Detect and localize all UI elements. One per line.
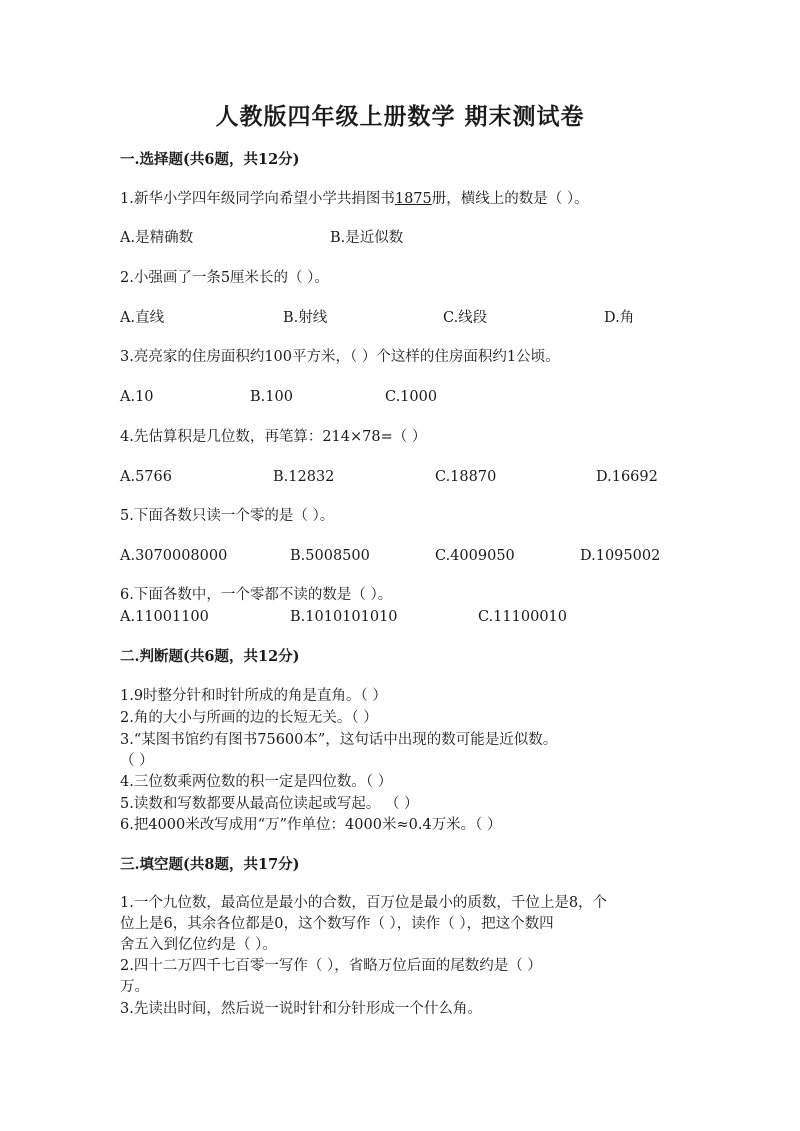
judgement-line-4: 4.三位数乘两位数的积一定是四位数。（ ） [120, 774, 393, 790]
question-5-option-a: A.3070008000 [120, 548, 228, 564]
question-2-option-c: C.线段 [443, 310, 488, 326]
judgement-line-6: 6.把4000米改写成用“万”作单位：4000米≈0.4万米。（ ） [120, 817, 502, 833]
question-1-option-b: B.是近似数 [330, 230, 404, 246]
judgement-line-2: 2.角的大小与所画的边的长短无关。（ ） [120, 710, 378, 726]
question-1-option-a: A.是精确数 [120, 230, 194, 246]
fill-in-line-1: 1.一个九位数，最高位是最小的合数，百万位是最小的质数，千位上是8，个 [120, 895, 608, 911]
question-3-stem: 3.亮亮家的住房面积约100平方米，（ ）个这样的住房面积约1公顷。 [120, 349, 560, 365]
judgement-line-1: 1.9时整分针和时针所成的角是直角。（ ） [120, 688, 387, 704]
section-heading-fill-in: 三.填空题(共8题，共17分) [120, 856, 300, 873]
section-heading-judgement: 二.判断题(共6题，共12分) [120, 648, 300, 665]
question-4-option-b: B.12832 [273, 469, 335, 485]
fill-in-line-4: 2.四十二万四千七百零一写作（ ），省略万位后面的尾数约是（ ） [120, 958, 542, 974]
question-1-stem [120, 189, 589, 209]
fill-in-line-5: 万。 [120, 979, 149, 995]
question-6-option-b: B.1010101010 [290, 609, 398, 625]
judgement-line-3: 3.“某图书馆约有图书75600本”，这句话中出现的数可能是近似数。 [120, 732, 558, 748]
question-2-stem: 2.小强画了一条5厘米长的（ ）。 [120, 270, 329, 286]
question-5-stem: 5.下面各数只读一个零的是（ ）。 [120, 508, 335, 524]
page-title: 人教版四年级上册数学 期末测试卷 [215, 103, 585, 130]
question-4-option-c: C.18870 [435, 469, 497, 485]
section-heading-choice: 一.选择题(共6题，共12分) [120, 151, 300, 168]
question-4-option-a: A.5766 [120, 469, 172, 485]
question-5-option-b: B.5008500 [290, 548, 370, 564]
question-6-option-c: C.11100010 [478, 609, 567, 625]
question-1-stem-pre: 1.新华小学四年级同学向希望小学共捐图书 [120, 191, 395, 207]
question-1-underlined-number: 1875 [394, 191, 432, 207]
question-3-option-a: A.10 [120, 389, 154, 405]
question-4-option-d: D.16692 [596, 469, 658, 485]
question-3-option-b: B.100 [250, 389, 293, 405]
judgement-line-3-blank: （ ） [120, 753, 154, 769]
fill-in-line-2: 位上是6，其余各位都是0，这个数写作（ ），读作（ ），把这个数四 [120, 916, 554, 932]
question-6-option-a: A.11001100 [120, 609, 209, 625]
question-3-option-c: C.1000 [385, 389, 438, 405]
fill-in-line-6: 3.先读出时间，然后说一说时针和分针形成一个什么角。 [120, 1001, 482, 1017]
fill-in-line-3: 舍五入到亿位约是（ ）。 [120, 937, 277, 953]
question-5-option-d: D.1095002 [580, 548, 661, 564]
question-1-stem-post: 册，横线上的数是（ ）。 [431, 191, 589, 207]
question-2-option-d: D.角 [604, 310, 635, 326]
question-2-option-a: A.直线 [120, 310, 165, 326]
question-5-option-c: C.4009050 [435, 548, 515, 564]
question-4-stem: 4.先估算积是几位数，再笔算：214×78=（ ） [120, 429, 427, 445]
question-6-stem: 6.下面各数中，一个零都不读的数是（ ）。 [120, 587, 393, 603]
question-2-option-b: B.射线 [283, 310, 328, 326]
judgement-line-5: 5.读数和写数都要从最高位读起或写起。 （ ） [120, 796, 419, 812]
